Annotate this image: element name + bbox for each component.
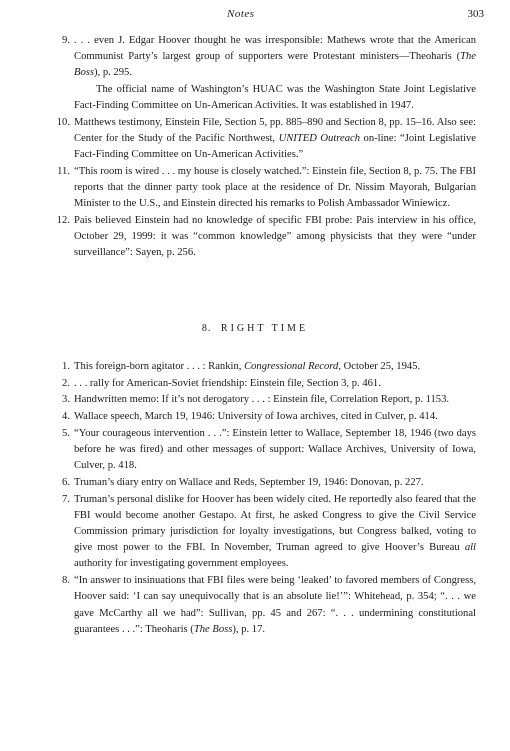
note-item: [52, 213, 476, 262]
note-text-run: . . . rally for American-Soviet friendship: Einstein file, Section 3, p. 461.: [74, 377, 381, 389]
note-text-run: “This room is wired . . . my house is closely watched.”: Einstein file, Section 8, p. 75. The FBI reports that the dinner party took place at the residence of Dr. Nissim Mayorah, Bulgarian Minister to the U.S., and Einstein directed his remarks to Polish Ambassador Winiewicz.: [74, 165, 476, 210]
note-item: [52, 376, 476, 392]
note-text: [74, 492, 476, 573]
note-number: 9.: [62, 35, 70, 46]
note-text: [74, 573, 476, 638]
note-text: [74, 359, 476, 375]
note-text: [74, 164, 476, 213]
note-item: [52, 409, 476, 425]
note-item: [52, 426, 476, 475]
note-text-italic: Congressional Record: [244, 361, 339, 372]
note-text-run: Truman’s diary entry on Wallace and Reds, September 19, 1946: Donovan, p. 227.: [74, 476, 424, 488]
note-item: [52, 164, 476, 213]
note-number: 4.: [62, 411, 70, 423]
note-number: 1.: [62, 361, 70, 372]
running-head: [0, 6, 510, 22]
running-head-title: Notes: [227, 8, 255, 20]
note-text-run: Wallace speech, March 19, 1946: University of Iowa archives, cited in Culver, p. 414.: [74, 411, 438, 423]
note-text: [74, 115, 476, 164]
chapter-heading: [0, 322, 510, 336]
note-text-run: ), p. 295.: [94, 67, 132, 79]
note-text-run: “Your courageous intervention . . .”: Einstein letter to Wallace, September 18, 1946 (two days before he was fired) and other messages of support: Wallace Archives, University of Iowa, Culver, p. 418.: [74, 427, 476, 472]
note-text-run: authority for investigating government employees.: [74, 558, 289, 570]
note-item: [52, 115, 476, 164]
note-number: 11.: [57, 165, 70, 177]
note-text: [74, 392, 476, 408]
note-number: 10.: [56, 116, 70, 128]
note-text-run: Handwritten memo: If it’s not derogatory . . . : Einstein file, Correlation Report, p. 1153.: [74, 394, 450, 406]
note-number: 8.: [62, 575, 70, 587]
note-text-run: , October 25, 1945.: [338, 361, 421, 372]
note-number: 5.: [62, 427, 70, 439]
note-number: 3.: [62, 394, 70, 406]
note-text-run: Matthews testimony, Einstein File, Section 5, pp. 885–890 and Section 8, pp. 15–16. Also see: Center for the Study of the Pacific Northwest,: [74, 116, 476, 144]
note-text-italic: UNITED Outreach: [278, 132, 361, 144]
notes-list-chapter-8: [52, 359, 476, 638]
note-item: [52, 359, 476, 375]
note-text: [74, 376, 476, 392]
note-text-run: on-line: “Joint Legislative Fact-Finding Committee on Un-American Activities.”: [74, 132, 476, 160]
note-text: [74, 426, 476, 475]
note-text-run: Pais believed Einstein had no knowledge of specific FBI probe: Pais interview in his office, October 29, 1999: it was “common knowledge” among physicists that they were “under surveillance”: Sayen, p. 256.: [74, 214, 476, 259]
note-text-italic: The Boss: [74, 51, 476, 79]
note-number: 12.: [56, 214, 70, 226]
chapter-number: 8.: [201, 323, 212, 334]
note-item: [52, 573, 476, 638]
note-number: 2.: [62, 377, 70, 389]
chapter-title: RIGHT TIME: [220, 323, 309, 334]
note-number: 6.: [62, 476, 70, 488]
note-item: [52, 475, 476, 491]
notes-list-previous-chapter: [52, 33, 476, 262]
note-text: [74, 33, 476, 82]
note-text: [74, 409, 476, 425]
note-text-run: Truman’s personal dislike for Hoover has been widely cited. He reportedly also feared that the FBI would become another Gestapo. At first, he asked Congress to give the Civil Service Commission primary jurisdiction for loyalty investigations, but Congress balked, voting to give most power to the FBI. In November, Truman agreed to give Hoover’s Bureau: [74, 493, 476, 554]
note-text-run: ), p. 17.: [232, 623, 266, 635]
page-number: 303: [467, 8, 484, 20]
note-text-italic: The Boss: [193, 623, 233, 635]
note-text-run: . . . even J. Edgar Hoover thought he was irresponsible: Mathews wrote that the American Communist Party’s largest group of supporters were Protestant ministers—Theoharis (: [74, 35, 476, 63]
note-number: 7.: [62, 493, 70, 505]
note-text-italic: all: [464, 542, 476, 554]
note-text: [74, 213, 476, 262]
note-text-run: “In answer to insinuations that FBI files were being ‘leaked’ to favored members of Congress, Hoover said: ‘I can say unequivocally that is an absolute lie!’”: Whitehead, p. 354; “. . . we gave McCarthy all we had”: Sullivan, pp. 45 and 267: “. . . undermining constitutional guarantees . . .”: Theoharis (: [74, 575, 476, 635]
note-item: [52, 492, 476, 573]
note-text: [74, 475, 476, 491]
note-item: [52, 33, 476, 114]
note-continuation-paragraph: The official name of Washington’s HUAC was the Washington State Joint Legislative Fact-Finding Committee on Un-American Activities. It was established in 1947.: [74, 83, 476, 111]
note-text-run: This foreign-born agitator . . . : Rankin,: [74, 361, 245, 372]
note-item: [52, 392, 476, 408]
